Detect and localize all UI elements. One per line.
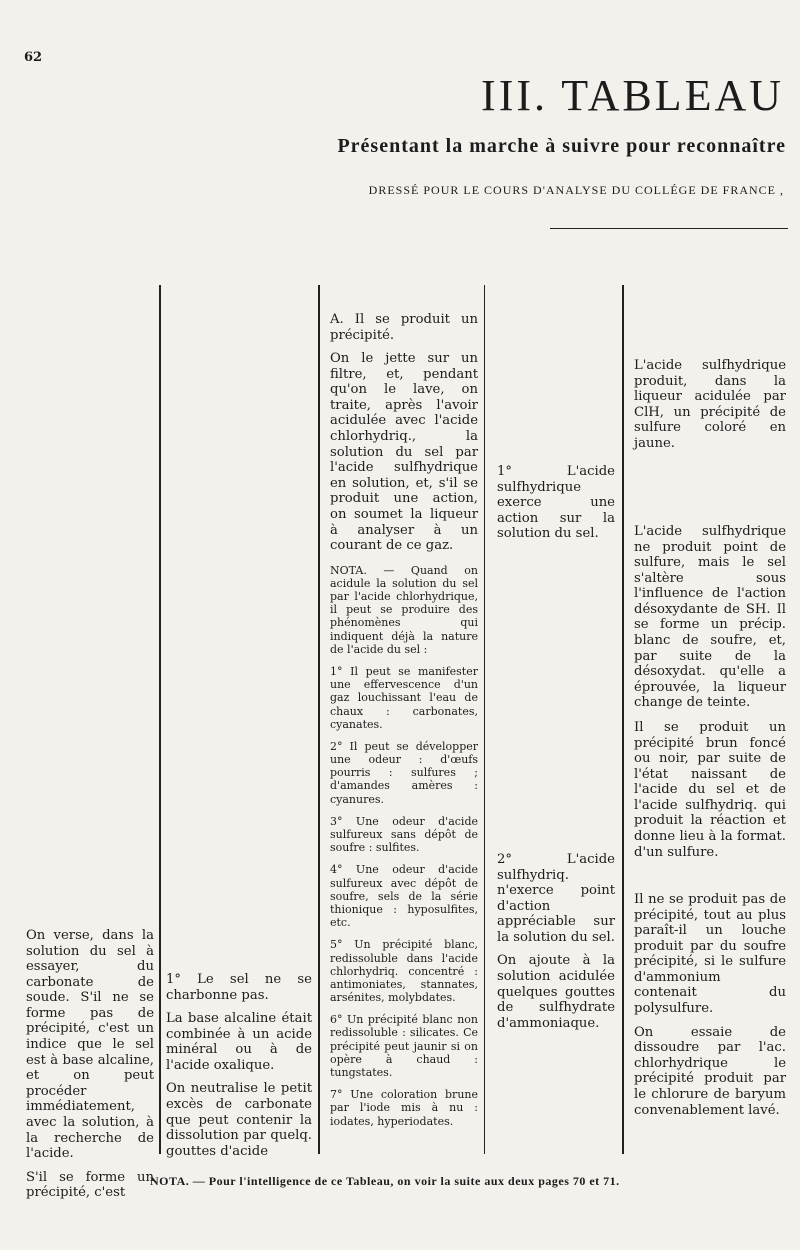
- column-1: [26, 928, 154, 1209]
- column-4-bottom: [497, 852, 615, 1039]
- course-line: DRESSÉ POUR LE COURS D'ANALYSE DU COLLÉGE DE FRANCE ,: [368, 183, 784, 197]
- nota-block: [330, 564, 478, 1128]
- column-5-a: [634, 358, 786, 459]
- paragraph: 1° Le sel ne se charbonne pas.: [166, 972, 312, 1003]
- paragraph: Il ne se produit pas de précipité, tout au plus paraît-il un louche produit par du soufre précipité, si le sulfure d'ammonium contenait du polysulfure.: [634, 892, 786, 1017]
- paragraph: A. Il se produit un précipité.: [330, 312, 478, 343]
- nota-item: 1° Il peut se manifester une effervescence d'un gaz louchissant l'eau de chaux : carbonates, cyanates.: [330, 664, 478, 731]
- nota-item: 4° Une odeur d'acide sulfureux avec dépôt de soufre, sels de la série thionique : hyposulfites, etc.: [330, 863, 478, 930]
- paragraph: On le jette sur un filtre, et, pendant qu'on le lave, on traite, après l'avoir acidulée avec l'acide chlorhydriq., la solution du sel par l'acide sulfhydrique en solution, et, s'il se produit une action, on soumet la liqueur à analyser à un courant de ce gaz.: [330, 351, 478, 554]
- footer-nota: NOTA. — Pour l'intelligence de ce Tableau, on voir la suite aux deux pages 70 et 71.: [150, 1174, 620, 1188]
- column-5-b: [634, 524, 786, 719]
- page-number: 62: [24, 50, 43, 65]
- paragraph: L'acide sulfhydrique ne produit point de sulfure, mais le sel s'altère sous l'influence de l'action désoxydante de SH. Il se forme un précip. blanc de soufre, et, par suite de la désoxydat. qu'elle a éprouvée, la liqueur change de teinte.: [634, 524, 786, 711]
- title-rule: [550, 228, 788, 229]
- paragraph: Il se produit un précipité brun foncé ou noir, par suite de l'état naissant de l'acide du sel et de l'acide sulfhydriq. qui produit la réaction et donne lieu à la format. d'un sulfure.: [634, 720, 786, 860]
- column-divider: [622, 285, 624, 1154]
- column-5-d: [634, 892, 786, 1126]
- column-divider: [318, 285, 320, 1154]
- nota-item: 6° Un précipité blanc non redissoluble : silicates. Ce précipité peut jaunir si on opère à chaud : tungstates.: [330, 1013, 478, 1080]
- column-5-c: [634, 720, 786, 868]
- column-4-top: [497, 464, 615, 550]
- main-title: III. TABLEAU: [481, 71, 784, 120]
- column-divider: [159, 285, 161, 1154]
- paragraph: On essaie de dissoudre par l'ac. chlorhydrique le précipité produit par le chlorure de baryum convenablement lavé.: [634, 1024, 786, 1118]
- nota-item: 5° Un précipité blanc, redissoluble dans l'acide chlorhydriq. concentré : antimoniates, stannates, arsénites, molybdates.: [330, 938, 478, 1005]
- column-divider: [484, 285, 485, 1154]
- paragraph: On verse, dans la solution du sel à essayer, du carbonate de soude. S'il ne se forme pas de précipité, c'est un indice que le sel est à base alcaline, et on peut procéder immédiatement, avec la solution, à la recherche de l'acide.: [26, 928, 154, 1162]
- paragraph: On ajoute à la solution acidulée quelques gouttes de sulfhydrate d'ammoniaque.: [497, 953, 615, 1031]
- nota-item: NOTA. — Quand on acidule la solution du sel par l'acide chlorhydrique, il peut se produire des phénomènes qui indiquent déjà la nature de l'acide du sel :: [330, 563, 478, 656]
- nota-item: 2° Il peut se développer une odeur : d'œufs pourris : sulfures ; d'amandes amères : cyanures.: [330, 739, 478, 806]
- column-2: [166, 972, 312, 1167]
- paragraph: On neutralise le petit excès de carbonate que peut contenir la dissolution par quelq. gouttes d'acide: [166, 1081, 312, 1159]
- paragraph: 2° L'acide sulfhydriq. n'exerce point d'action appréciable sur la solution du sel.: [497, 852, 615, 945]
- nota-item: 7° Une coloration brune par l'iode mis à nu : iodates, hyperiodates.: [330, 1088, 478, 1128]
- paragraph: 1° L'acide sulfhydrique exerce une action sur la solution du sel.: [497, 464, 615, 542]
- paragraph: L'acide sulfhydrique produit, dans la liqueur acidulée par ClH, un précipité de sulfure coloré en jaune.: [634, 358, 786, 451]
- column-3: [330, 312, 478, 1137]
- subtitle: Présentant la marche à suivre pour reconnaître: [337, 135, 786, 157]
- nota-item: 3° Une odeur d'acide sulfureux sans dépôt de soufre : sulfites.: [330, 814, 478, 855]
- paragraph: S'il se forme un précipité, c'est: [26, 1169, 154, 1201]
- paragraph: La base alcaline était combinée à un acide minéral ou à de l'acide oxalique.: [166, 1011, 312, 1073]
